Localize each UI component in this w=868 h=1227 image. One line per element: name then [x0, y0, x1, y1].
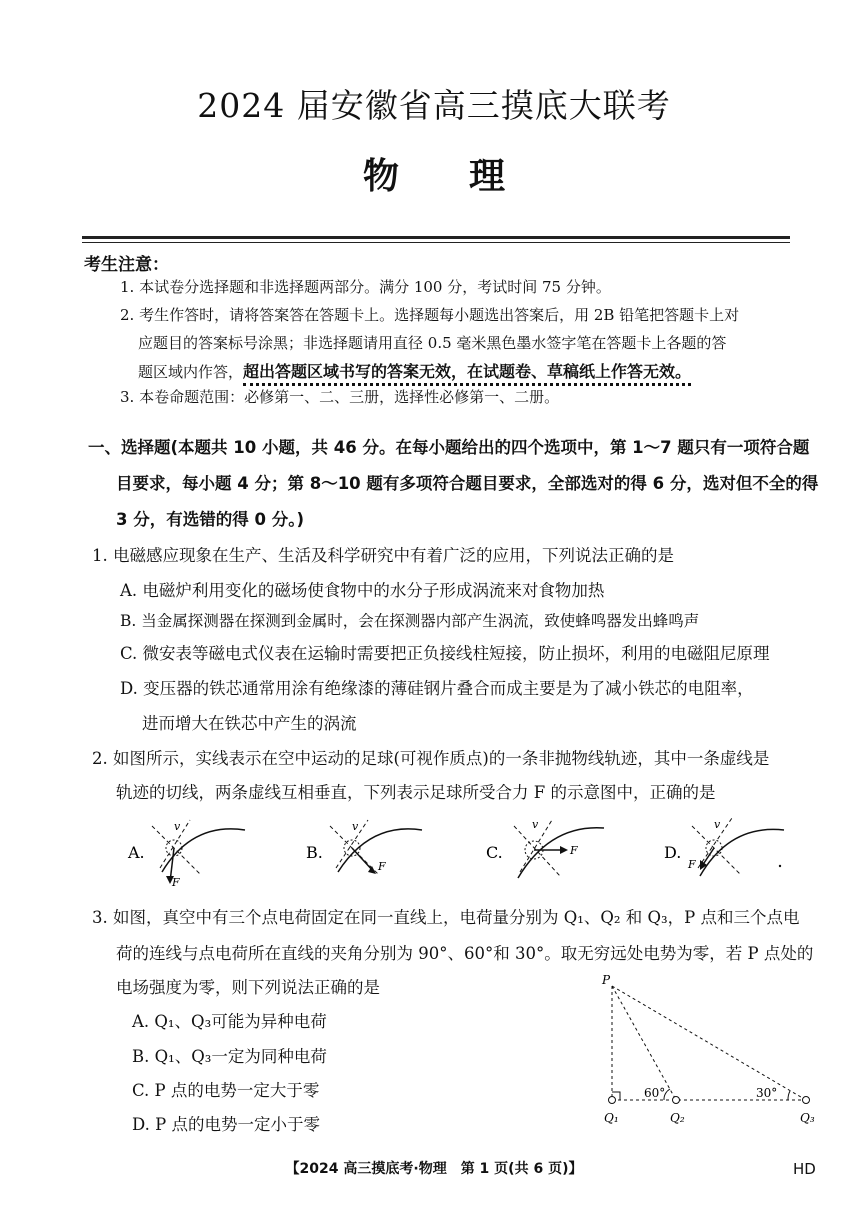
q1-option-d-line-1: D. 变压器的铁芯通常用涂有绝缘漆的薄硅钢片叠合而成主要是为了减小铁芯的电阻率，	[120, 679, 754, 698]
q3-line-3: 电场强度为零，则下列说法正确的是	[116, 978, 380, 997]
f-label-c: F	[570, 844, 578, 857]
charge-q1	[609, 1097, 616, 1104]
f-label-b: F	[378, 860, 386, 873]
q2-figure-b	[306, 820, 422, 874]
q1-option-a: A. 电磁炉利用变化的磁场使食物中的水分子形成涡流来对食物加热	[120, 581, 605, 600]
notice-heading: 考生注意：	[84, 255, 169, 275]
notice-item-2-line-2: 应题目的答案标号涂黑；非选择题请用直径 0.5 毫米黑色墨水签字笔在答题卡上各题的答	[138, 334, 727, 352]
section-1-line-1: 一、选择题(本题共 10 小题，共 46 分。在每小题给出的四个选项中，第 1～7 题只有一项符合题	[88, 438, 810, 457]
force-arrowhead-c	[560, 846, 568, 854]
f-label-a: F	[172, 876, 180, 889]
q2-line-1: 2. 如图所示，实线表示在空中运动的足球(可视作质点)的一条非抛物线轨迹，其中一条虚线是	[92, 749, 770, 768]
footer-code: HD	[793, 1160, 816, 1178]
q2-label-c: C.	[486, 843, 503, 862]
q1-option-b: B. 当金属探测器在探测到金属时，会在探测器内部产生涡流，致使蜂鸣器发出蜂鸣声	[120, 612, 700, 630]
notice-item-3: 3. 本卷命题范围：必修第一、二、三册，选择性必修第一、二册。	[120, 388, 560, 406]
v-label-c: v	[532, 818, 539, 831]
notice-item-1: 1. 本试卷分选择题和非选择题两部分。满分 100 分，考试时间 75 分钟。	[120, 278, 611, 296]
q3-option-c: C. P 点的电势一定大于零	[132, 1081, 320, 1100]
q2-label-a: A.	[128, 843, 145, 862]
header-rule-thin	[82, 242, 790, 243]
angle-label-30: 30°	[756, 1086, 778, 1100]
label-p: P	[602, 973, 611, 987]
label-q1: Q₁	[604, 1111, 619, 1125]
section-1-line-3: 3 分，有选错的得 0 分。)	[116, 510, 304, 529]
label-q2: Q₂	[670, 1111, 685, 1125]
q3-option-a: A. Q₁、Q₃可能为异种电荷	[132, 1012, 327, 1031]
q3-line-2: 荷的连线与点电荷所在直线的夹角分别为 90°、60°和 30°。取无穷远处电势为零，若 P 点处的	[116, 944, 814, 963]
q1-option-c: C. 微安表等磁电式仪表在运输时需要把正负接线柱短接，防止损坏，利用的电磁阻尼原理	[120, 644, 770, 663]
header-rule-thick	[82, 236, 790, 239]
subject-title: 物理	[362, 155, 575, 197]
angle-label-60: 60°	[644, 1086, 666, 1100]
q1-option-d-line-2: 进而增大在铁芯中产生的涡流	[142, 714, 357, 733]
v-label-d: v	[714, 818, 721, 831]
notice-item-2-line-3	[138, 359, 691, 382]
q3-option-d: D. P 点的电势一定小于零	[132, 1115, 320, 1134]
notice-item-2-line-3-prefix: 题区域内作答，	[138, 363, 244, 381]
q2-figure-d	[664, 818, 784, 876]
page-footer: 【2024 高三摸底考·物理 第 1 页(共 6 页)】	[285, 1161, 583, 1177]
q1-stem: 1. 电磁感应现象在生产、生活及科学研究中有着广泛的应用，下列说法正确的是	[92, 546, 674, 565]
f-label-d: F	[688, 858, 696, 871]
q2-figure-c	[486, 818, 604, 878]
trajectory-d	[700, 829, 784, 876]
v-label-b: v	[352, 820, 359, 833]
angle-arc-30	[788, 1091, 790, 1100]
q2-figure-a	[127, 820, 245, 889]
line-p-q3	[612, 986, 806, 1100]
line-p-q2	[612, 986, 676, 1100]
dot-mark	[779, 865, 781, 867]
section-1-line-2: 目要求，每小题 4 分；第 8～10 题有多项符合题目要求，全部选对的得 6 分，选对但不全的得	[116, 474, 819, 493]
charge-q2	[673, 1097, 680, 1104]
v-label-a: v	[174, 820, 181, 833]
exam-title: 2024 届安徽省高三摸底大联考	[197, 86, 671, 125]
label-q3: Q₃	[800, 1111, 815, 1125]
q2-label-d: D.	[664, 843, 682, 862]
dashed-line-c1	[514, 826, 560, 876]
force-arrowhead-d	[700, 860, 707, 870]
dashed-line-a1	[152, 826, 200, 874]
charge-q3	[803, 1097, 810, 1104]
notice-item-2-line-1: 2. 考生作答时，请将答案答在答题卡上。选择题每小题选出答案后，用 2B 铅笔把答题卡上对	[120, 306, 740, 324]
q3-option-b: B. Q₁、Q₃一定为同种电荷	[132, 1047, 327, 1066]
q2-figures	[100, 810, 800, 895]
q3-line-1: 3. 如图，真空中有三个点电荷固定在同一直线上，电荷量分别为 Q₁、Q₂ 和 Q₃，P 点和三个点电	[92, 908, 800, 927]
q2-line-2: 轨迹的切线，两条虚线互相垂直，下列表示足球所受合力 F 的示意图中，正确的是	[116, 783, 716, 802]
q3-figure	[590, 972, 830, 1132]
q2-label-b: B.	[306, 843, 323, 862]
notice-emphasis: 超出答题区域书写的答案无效，在试题卷、草稿纸上作答无效。	[243, 362, 691, 386]
